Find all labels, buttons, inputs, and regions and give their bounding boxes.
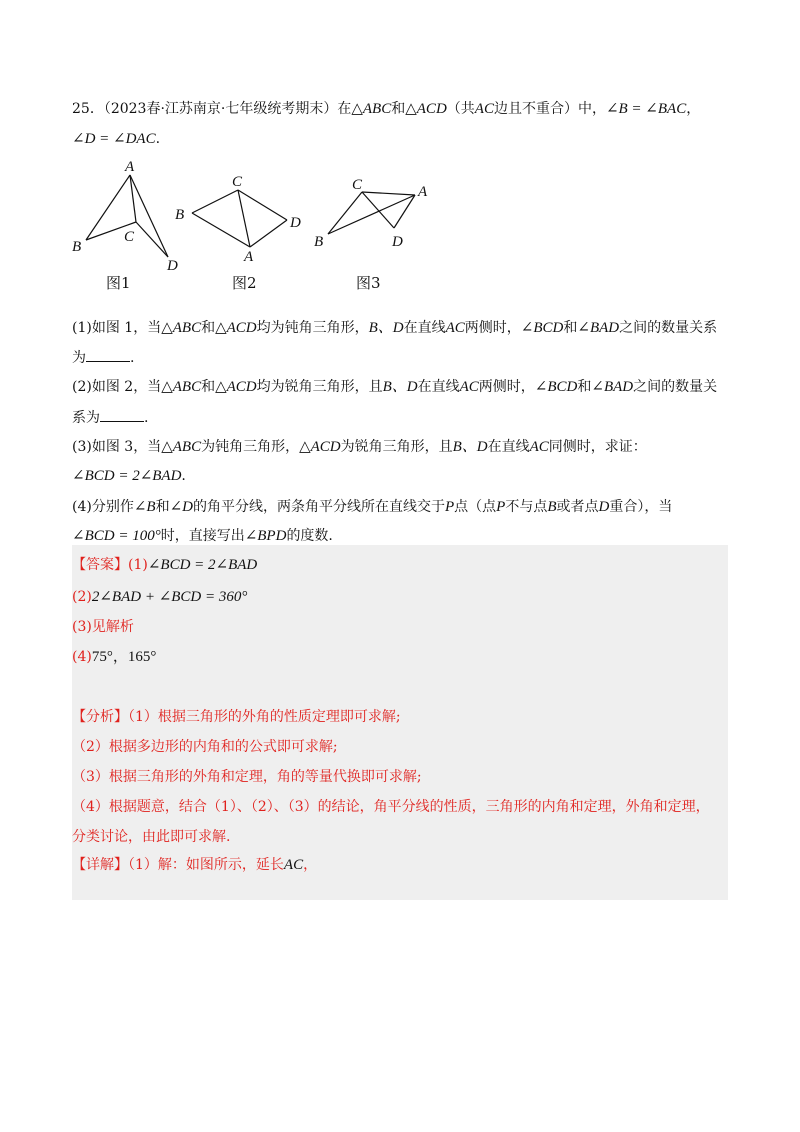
text: 时，直接写出 (160, 528, 245, 544)
triangle-abc: △ABC (161, 439, 202, 455)
text: 为 (72, 350, 86, 366)
analysis-line-1 (72, 707, 401, 727)
fig2-label-b: B (175, 207, 185, 223)
triangle-abc: △ABC (351, 101, 392, 117)
text: . (155, 131, 161, 147)
part-2-line-1 (72, 377, 717, 397)
segment-ac: AC (445, 320, 465, 336)
detail-line-1 (72, 855, 317, 875)
answer-3: (3)见解析 (72, 619, 134, 635)
fig1-label-a: A (125, 159, 135, 175)
detail-tag: 【详解】 (72, 857, 128, 873)
proof-equation: ∠BCD = 2∠BAD (72, 468, 182, 484)
detail-text: （1）解：如图所示，延长 (128, 857, 284, 873)
fig3-label-d: D (392, 234, 403, 250)
figure-2-caption: 图2 (232, 274, 257, 292)
analysis-text: （1）根据三角形的外角的性质定理即可求解; (128, 709, 401, 725)
text: . (130, 350, 135, 366)
part-4-line-1 (72, 497, 672, 517)
question-line-2 (72, 129, 160, 149)
part-1-line-2 (72, 347, 134, 368)
fig2-label-d: D (290, 215, 301, 231)
figure-2 (192, 190, 287, 247)
part-4-line-2 (72, 526, 333, 546)
answer-blank[interactable] (100, 407, 144, 422)
answer-1: ∠BCD = 2∠BAD (147, 557, 258, 573)
points-bd: B、D (382, 379, 418, 395)
text: 点（点 (454, 499, 497, 515)
angle-bpd: ∠BPD (244, 528, 287, 544)
part-2-line-2 (72, 407, 148, 428)
triangle-acd: △ACD (215, 379, 257, 395)
point-p: P (496, 499, 506, 515)
analysis-line-4: （4）根据题意，结合（1）、（2）、（3）的结论，角平分线的性质，三角形的内角和定理，外角和定理， (72, 799, 710, 815)
fig3-label-b: B (314, 234, 324, 250)
answer-line-1 (72, 555, 257, 575)
fig2-label-a: A (244, 249, 254, 265)
answer-number: (4) (72, 649, 92, 665)
segment-ac: AC (283, 857, 304, 873)
figure-1-caption: 图1 (106, 274, 131, 292)
fig2-label-c: C (232, 174, 243, 190)
segment-ac: AC (474, 101, 494, 117)
text: 的角平分线，两条角平分线所在直线交于 (192, 499, 445, 515)
fig1-label-d: D (167, 258, 178, 274)
condition-1: ∠B = ∠BAC (605, 101, 687, 117)
text: 之间的数量关 (633, 379, 718, 395)
text: 在 (337, 101, 352, 117)
fig3-label-c: C (352, 177, 363, 193)
answer-number: (2) (72, 589, 92, 605)
part-3-line-2 (72, 466, 186, 486)
text: 均为锐角三角形，且 (256, 379, 383, 395)
text: 之间的数量关系 (619, 320, 718, 336)
angle-bad: ∠BAD (577, 320, 620, 336)
point-b: B (547, 499, 557, 515)
angle-bad: ∠BAD (591, 379, 634, 395)
angle-b: ∠B (133, 499, 156, 515)
answer-2: 2∠BAD + ∠BCD = 360° (91, 589, 248, 605)
fig1-label-b: B (72, 239, 82, 255)
text: ， (303, 857, 318, 873)
text: 均为钝角三角形， (256, 320, 369, 336)
triangle-abc: △ABC (161, 379, 202, 395)
question-number: 25． (72, 101, 104, 117)
text: 两侧时， (478, 379, 535, 395)
text: 边且不重合）中， (493, 101, 606, 117)
analysis-line-2: （2）根据多边形的内角和的公式即可求解; (72, 739, 338, 755)
answer-number: (1) (128, 557, 148, 573)
angle-bcd: ∠BCD (520, 320, 564, 336)
text: 两侧时， (464, 320, 521, 336)
segment-ac: AC (529, 439, 549, 455)
text: 为钝角三角形， (201, 439, 300, 455)
analysis-line-3: （3）根据三角形的外角和定理，角的等量代换即可求解; (72, 769, 422, 785)
text: 或者点 (556, 499, 599, 515)
fig1-label-c: C (124, 229, 135, 245)
points-bd: B、D (452, 439, 488, 455)
analysis-tag: 【分析】 (72, 709, 128, 725)
triangle-acd: △ACD (405, 101, 447, 117)
angle-d: ∠D (169, 499, 193, 515)
part-1-line-1 (72, 318, 717, 338)
figure-3-caption: 图3 (356, 274, 381, 292)
triangle-abc: △ABC (161, 320, 202, 336)
text: 和 (201, 320, 216, 336)
condition-2: ∠D = ∠DAC (72, 131, 156, 147)
point-p: P (444, 499, 455, 515)
text: 和 (577, 379, 592, 395)
text: 和 (563, 320, 578, 336)
text: . (181, 468, 186, 484)
text: （共 (446, 101, 475, 117)
question-source: （2023春·江苏南京·七年级统考期末） (103, 101, 338, 117)
analysis-line-5: 分类讨论，由此即可求解. (72, 829, 231, 845)
text: (3)如图 3，当 (72, 439, 162, 455)
text: 和 (391, 101, 406, 117)
triangle-acd: △ACD (215, 320, 257, 336)
text: 在直线 (403, 320, 446, 336)
text: 在直线 (487, 439, 530, 455)
text: ， (686, 101, 701, 117)
text: 系为 (72, 410, 100, 426)
text: 为锐角三角形，且 (340, 439, 453, 455)
text: (4)分别作 (72, 499, 134, 515)
text: 在直线 (417, 379, 460, 395)
text: (2)如图 2，当 (72, 379, 162, 395)
triangle-acd: △ACD (299, 439, 341, 455)
text: (1)如图 1，当 (72, 320, 162, 336)
answer-tag: 【答案】 (72, 557, 128, 573)
text: 和 (155, 499, 170, 515)
angle-bcd: ∠BCD (534, 379, 578, 395)
point-d: D (598, 499, 610, 515)
answer-line-4 (72, 647, 156, 667)
answer-blank[interactable] (86, 347, 130, 362)
given-angle: ∠BCD = 100° (72, 528, 161, 544)
figure-3 (328, 192, 415, 234)
text: 的度数. (286, 528, 333, 544)
part-3-line-1 (72, 437, 647, 457)
segment-ac: AC (459, 379, 479, 395)
fig3-label-a: A (418, 184, 428, 200)
answer-line-2 (72, 587, 247, 607)
answer-4: 75°，165° (91, 649, 157, 665)
text: 同侧时，求证： (548, 439, 647, 455)
text: 和 (201, 379, 216, 395)
figures-svg (60, 150, 460, 280)
points-bd: B、D (368, 320, 404, 336)
text: . (144, 410, 149, 426)
question-line-1 (72, 99, 700, 119)
text: 重合），当 (609, 499, 673, 515)
text: 不与点 (505, 499, 548, 515)
